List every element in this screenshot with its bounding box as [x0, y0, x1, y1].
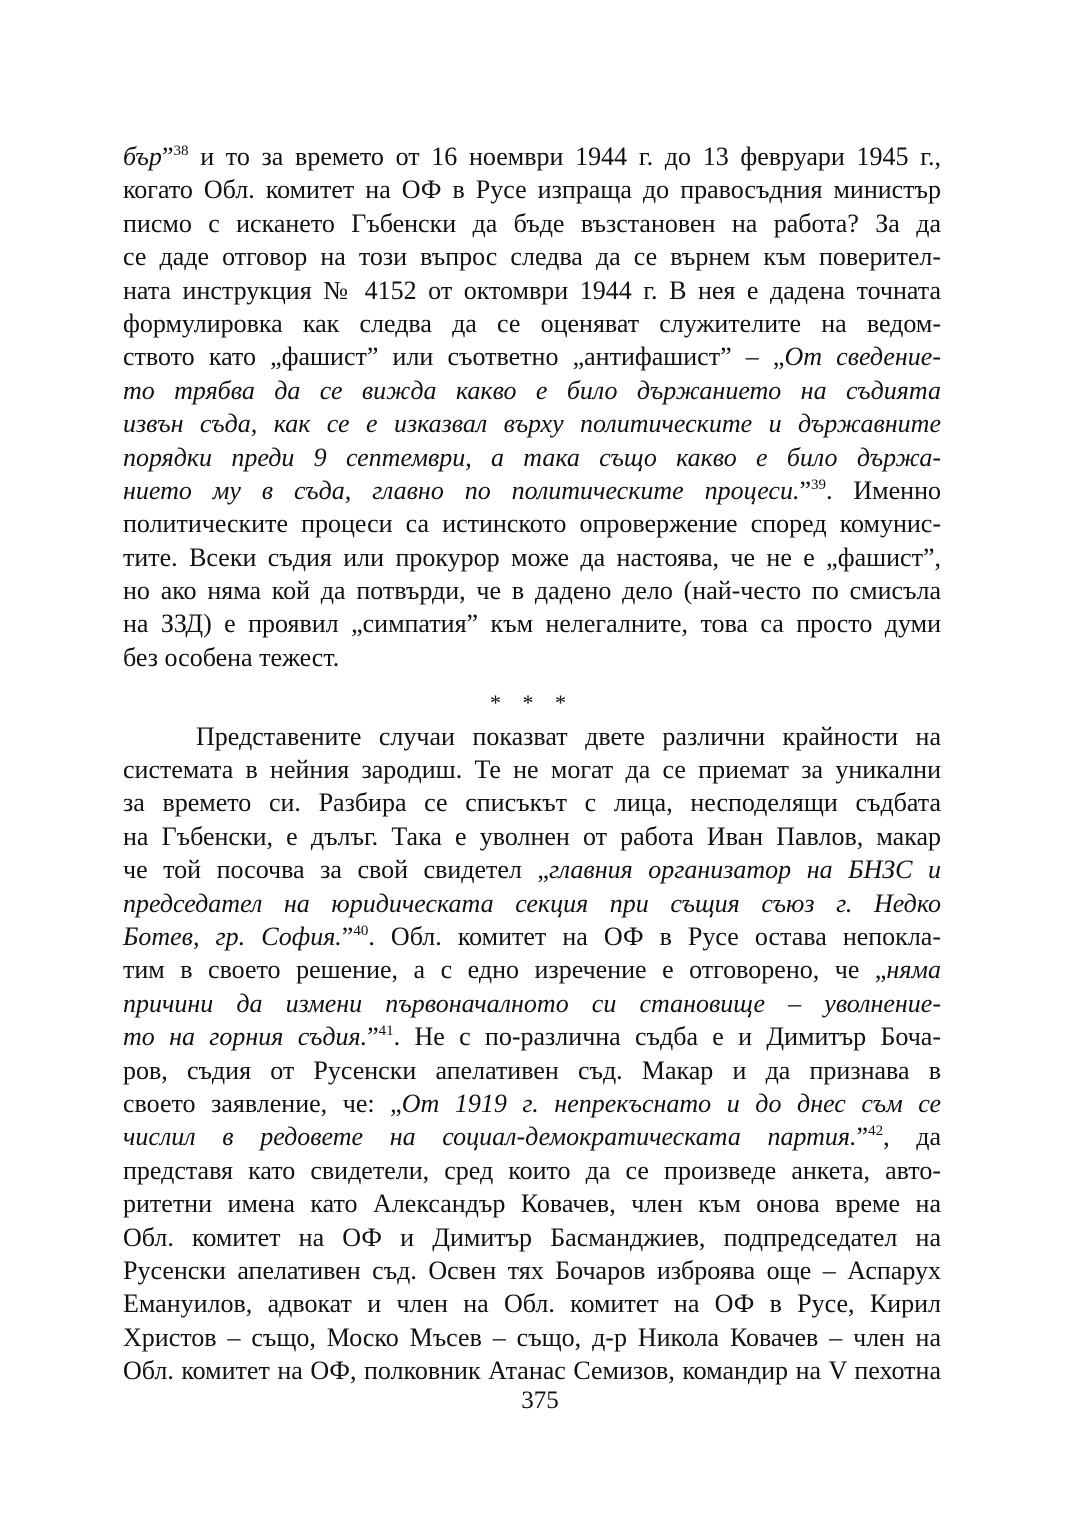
text-line: [123, 1287, 941, 1320]
italic-quote: числил в редовете на социал-демократическата партия.: [123, 1122, 857, 1152]
text-line: [123, 1321, 941, 1354]
text-run: ”: [341, 921, 354, 951]
text-run: политическите процеси са истинското опровержение според комунис-: [123, 509, 941, 539]
text-run: Обл. комитет на ОФ и Димитър Басманджиев, подпредседател на: [123, 1222, 941, 1252]
text-run: се даде отговор на този въпрос следва да се върнем към поверител-: [123, 242, 941, 272]
text-run: ната инструкция № 4152 от октомври 1944 г. В нея е дадена точната: [123, 275, 941, 305]
italic-quote: няма: [886, 955, 941, 985]
italic-quote: бър: [123, 142, 162, 171]
text-run: . Не с по-различна съдба е и Димитър Боча-: [393, 1022, 941, 1052]
text-run: за времето си. Разбира се списъкът с лица, несподелящи съдбата: [123, 788, 941, 818]
text-line: [123, 720, 941, 753]
italic-quote: причини да измени първоначалното си становище – уволнение-: [123, 988, 941, 1018]
italic-quote: то трябва да се вижда какво е било държанието на съдията: [123, 375, 941, 405]
text-line: [123, 1087, 941, 1120]
text-line: [123, 987, 941, 1020]
text-line: [123, 820, 941, 853]
text-line: [123, 1020, 941, 1053]
text-run: , да: [883, 1122, 941, 1152]
text-line: [123, 853, 941, 886]
page-number: 375: [521, 1387, 559, 1414]
text-run: когато Обл. комитет на ОФ в Русе изпраща до правосъдния министър: [123, 175, 941, 205]
text-line: [123, 507, 941, 540]
text-line: [123, 340, 941, 373]
text-run: ров, съдия от Русенски апелативен съд. Макар и да признава в: [123, 1055, 941, 1085]
text-line: [123, 207, 941, 240]
text-line: [123, 920, 941, 953]
italic-quote: От 1919 г. непрекъснато и до днес съм се: [401, 1088, 941, 1118]
italic-quote: порядки преди 9 септември, а така също какво е било държа-: [123, 442, 941, 472]
text-line: [123, 887, 941, 920]
text-run: писмо с искането Гъбенски да бъде възстановен на работа? За да: [123, 208, 941, 238]
footnote-ref: 40: [353, 922, 369, 939]
text-run: но ако няма кой да потвърди, че в дадено дело (най-често по смисъла: [123, 576, 941, 606]
text-line: [123, 374, 941, 407]
text-run: системата в нейния зародиш. Те не могат да се приемат за уникални: [123, 755, 941, 785]
italic-quote: извън съда, как се е изказвал върху политическите и държавните: [123, 409, 941, 439]
text-run: ството като „фашист” или съответно „антифашист” – „: [123, 342, 785, 372]
text-run: и то за времето от 16 ноември 1944 г. до 13 февруари 1945 г.,: [188, 142, 941, 171]
footnote-ref: 41: [378, 1023, 394, 1040]
text-line: [123, 1221, 941, 1254]
footnote-ref: 38: [173, 143, 189, 159]
paragraph-1: [123, 140, 941, 674]
text-line: [123, 1254, 941, 1287]
text-line: [123, 786, 941, 819]
text-run: че той посочва за свой свидетел „: [123, 855, 549, 885]
text-run: . Обл. комитет на ОФ в Русе остава непокла-: [368, 921, 941, 951]
footnote-ref: 39: [811, 476, 826, 493]
text-line: [123, 753, 941, 786]
footnote-ref: 42: [868, 1123, 884, 1140]
text-run: Обл. комитет на ОФ, полковник Атанас Семизов, командир на V пехотна: [123, 1356, 941, 1386]
section-separator: * * *: [490, 690, 574, 716]
text-line: [123, 441, 941, 474]
text-line: [123, 274, 941, 307]
text-run: . Именно: [826, 475, 941, 505]
paragraph-2: [123, 720, 941, 1388]
text-run: формулировка как следва да се оценяват служителите на ведом-: [123, 308, 941, 338]
text-run: Русенски апелативен съд. Освен тях Бочаров изброява още – Аспарух: [123, 1255, 941, 1285]
text-run: Емануилов, адвокат и член на Обл. комитет на ОФ в Русе, Кирил: [123, 1289, 941, 1319]
italic-quote: главния организатор на БНЗС и: [548, 855, 941, 885]
text-run: на ЗЗД) е проявил „симпатия” към нелегалните, това са просто думи: [123, 609, 941, 639]
italic-quote: то на горния съдия.: [123, 1022, 368, 1052]
text-line: [123, 140, 941, 173]
text-run: на Гъбенски, е дълъг. Така е уволнен от работа Иван Павлов, макар: [123, 821, 941, 851]
text-line: [123, 641, 941, 674]
text-line: [123, 574, 941, 607]
text-run: представя като свидетели, сред които да се произведе анкета, авто-: [123, 1155, 941, 1185]
text-line: [123, 607, 941, 640]
text-run: ”: [856, 1122, 869, 1152]
text-run: без особена тежест.: [123, 642, 340, 672]
text-run: своето заявление, че: „: [123, 1088, 402, 1118]
italic-quote: председател на юридическата секция при същия съюз г. Недко: [123, 888, 941, 918]
text-line: [123, 307, 941, 340]
text-line: [123, 1054, 941, 1087]
text-line: [123, 240, 941, 273]
text-line: [123, 1120, 941, 1153]
text-line: [123, 407, 941, 440]
text-run: Представените случаи показват двете различни крайности на: [196, 721, 941, 751]
italic-quote: От сведение-: [784, 342, 941, 372]
text-line: [123, 173, 941, 206]
text-run: ”: [367, 1022, 379, 1052]
text-run: тим в своето решение, а с едно изречение е отговорено, че „: [123, 955, 887, 985]
text-run: тите. Всеки съдия или прокурор може да настоява, че не е „фашист”,: [123, 542, 941, 572]
text-run: Христов – също, Моско Мъсев – също, д-р Никола Ковачев – член на: [123, 1322, 941, 1352]
italic-quote: нието му в съда, главно по политическите процеси.: [123, 475, 800, 505]
text-line: [123, 1154, 941, 1187]
page-body: [123, 140, 941, 1387]
text-line: [123, 1354, 941, 1387]
text-run: ритетни имена като Александър Ковачев, член към онова време на: [123, 1189, 941, 1219]
italic-quote: Ботев, гр. София.: [123, 921, 342, 951]
text-run: ”: [161, 142, 174, 171]
text-line: [123, 474, 941, 507]
text-line: [123, 541, 941, 574]
text-line: [123, 953, 941, 986]
text-line: [123, 1187, 941, 1220]
text-run: ”: [799, 475, 811, 505]
